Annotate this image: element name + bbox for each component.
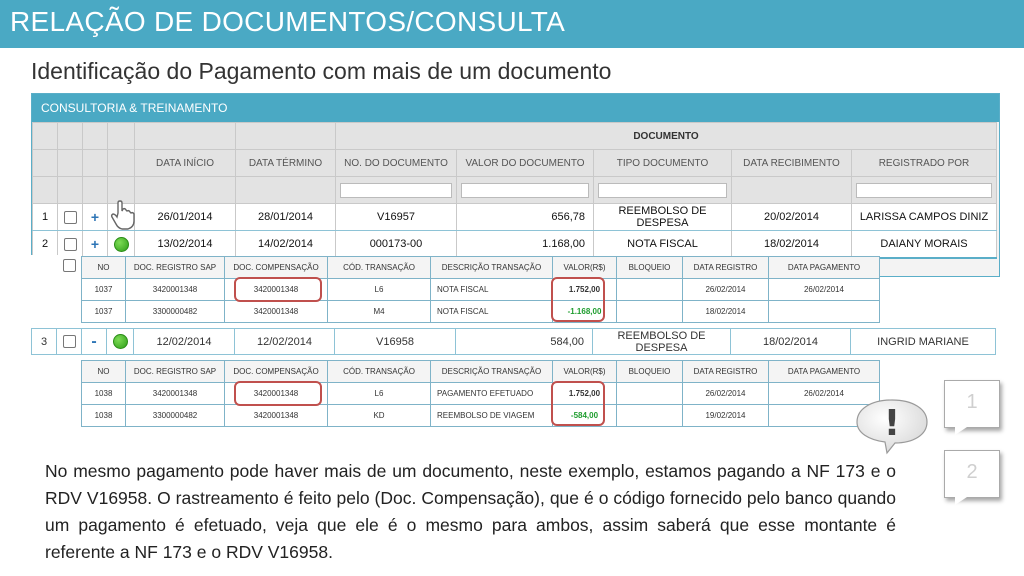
sub-col: DATA REGISTRO bbox=[683, 257, 769, 279]
alert-bubble-icon bbox=[855, 397, 929, 455]
cell: KD bbox=[328, 405, 431, 427]
sub-header-row bbox=[82, 257, 880, 279]
cell-valor: 1.752,00 bbox=[553, 279, 617, 301]
table-row[interactable] bbox=[32, 329, 996, 355]
note-number: 2 bbox=[966, 461, 978, 483]
table-row[interactable] bbox=[33, 231, 997, 259]
cell: NOTA FISCAL bbox=[431, 279, 553, 301]
cell: REEMBOLSO DE VIAGEM bbox=[431, 405, 553, 427]
sub-col: BLOQUEIO bbox=[617, 257, 683, 279]
cell-no-documento: V16958 bbox=[335, 329, 456, 355]
row-number: 3 bbox=[32, 329, 57, 355]
col-data-inicio[interactable]: DATA INÍCIO bbox=[135, 150, 236, 177]
table-row[interactable] bbox=[33, 204, 997, 231]
sub-col: NO bbox=[82, 361, 126, 383]
title-bar bbox=[0, 0, 1024, 48]
row-number: 1 bbox=[33, 204, 58, 231]
explanation-paragraph: No mesmo pagamento pode haver mais de um documento, neste exemplo, estamos pagando a NF 173 e o RDV V16958. O rastreamento é feito pelo (Doc. Compensação), que é o código fornecido pelo banco quando um pagamento é efetuado, veja que ele é o mesmo para ambos, assim saberá que esse montante é referente a NF 173 e o RDV V16958. bbox=[45, 461, 896, 562]
highlight-doc-compensacao bbox=[234, 277, 322, 302]
cell: 18/02/2014 bbox=[683, 301, 769, 323]
cell-no-documento: 000173-00 bbox=[336, 231, 457, 259]
panel-header bbox=[32, 94, 999, 122]
cell-data-inicio: 12/02/2014 bbox=[134, 329, 235, 355]
status-green-icon bbox=[114, 237, 129, 252]
sub-col: DOC. COMPENSAÇÃO bbox=[225, 361, 328, 383]
cell-valor: 584,00 bbox=[456, 329, 593, 355]
sub-col: NO bbox=[82, 257, 126, 279]
sub-col: DESCRIÇÃO TRANSAÇÃO bbox=[431, 361, 553, 383]
collapse-toggle[interactable]: - bbox=[91, 332, 97, 350]
note-tail bbox=[955, 427, 967, 435]
cell: 3420001348 bbox=[126, 383, 225, 405]
row-number: 2 bbox=[33, 231, 58, 259]
group-header-documento: DOCUMENTO bbox=[336, 123, 997, 150]
cell: 3300000482 bbox=[126, 405, 225, 427]
expand-toggle[interactable]: + bbox=[90, 209, 100, 225]
note-card-2[interactable] bbox=[944, 450, 1000, 498]
cell: 1038 bbox=[82, 405, 126, 427]
filter-no-documento[interactable] bbox=[340, 183, 453, 198]
panel-title: CONSULTORIA & TREINAMENTO bbox=[41, 101, 228, 115]
cell-data-termino: 14/02/2014 bbox=[236, 231, 336, 259]
cell-doc-compensacao: 3420001348 bbox=[225, 405, 328, 427]
sub-col: DOC. REGISTRO SAP bbox=[126, 257, 225, 279]
cell-doc-compensacao: 3420001348 bbox=[225, 383, 328, 405]
cell: 3420001348 bbox=[126, 279, 225, 301]
table-row[interactable] bbox=[82, 279, 880, 301]
filter-valor-documento[interactable] bbox=[461, 183, 589, 198]
cell: M4 bbox=[328, 301, 431, 323]
note-tail bbox=[955, 497, 967, 505]
sub-col: CÓD. TRANSAÇÃO bbox=[328, 361, 431, 383]
cell-tipo: NOTA FISCAL bbox=[594, 231, 732, 259]
row-checkbox[interactable] bbox=[64, 238, 77, 251]
cell-recebimento: 20/02/2014 bbox=[732, 204, 852, 231]
highlight-valor bbox=[551, 277, 605, 322]
col-valor-documento[interactable]: VALOR DO DOCUMENTO bbox=[457, 150, 594, 177]
payment-detail-table-2 bbox=[81, 360, 880, 427]
page-subtitle: Identificação do Pagamento com mais de um documento bbox=[31, 58, 612, 84]
expand-toggle[interactable]: + bbox=[90, 236, 100, 252]
cell-registrado: INGRID MARIANE bbox=[851, 329, 996, 355]
col-no-documento[interactable]: NO. DO DOCUMENTO bbox=[336, 150, 457, 177]
cell-registrado: DAIANY MORAIS bbox=[852, 231, 997, 259]
cell-tipo: REEMBOLSO DE DESPESA bbox=[593, 329, 731, 355]
cell-tipo: REEMBOLSO DE DESPESA bbox=[594, 204, 732, 231]
highlight-valor bbox=[551, 381, 605, 426]
cell-registrado: LARISSA CAMPOS DINIZ bbox=[852, 204, 997, 231]
table-row[interactable] bbox=[82, 405, 880, 427]
cell-doc-compensacao: 3420001348 bbox=[225, 301, 328, 323]
cell-valor: 656,78 bbox=[457, 204, 594, 231]
hand-cursor-icon bbox=[109, 199, 137, 231]
page-title: RELAÇÃO DE DOCUMENTOS/CONSULTA bbox=[10, 6, 566, 37]
documents-table-row-3 bbox=[31, 328, 996, 355]
sub-col: DATA PAGAMENTO bbox=[769, 257, 880, 279]
documents-panel bbox=[31, 93, 1000, 277]
cell: PAGAMENTO EFETUADO bbox=[431, 383, 553, 405]
sub-col: DESCRIÇÃO TRANSAÇÃO bbox=[431, 257, 553, 279]
highlight-doc-compensacao bbox=[234, 381, 322, 406]
cell-recebimento: 18/02/2014 bbox=[731, 329, 851, 355]
sub-col: DOC. COMPENSAÇÃO bbox=[225, 257, 328, 279]
cell: 1038 bbox=[82, 383, 126, 405]
cell-data-inicio: 26/01/2014 bbox=[135, 204, 236, 231]
filter-registrado-por[interactable] bbox=[856, 183, 991, 198]
filter-row bbox=[33, 177, 997, 204]
sub-col: VALOR(R$) bbox=[553, 257, 617, 279]
cell-no-documento: V16957 bbox=[336, 204, 457, 231]
status-green-icon bbox=[113, 334, 128, 349]
cell bbox=[617, 405, 683, 427]
cell bbox=[617, 383, 683, 405]
sub-header-row bbox=[82, 361, 880, 383]
sub-checkbox[interactable] bbox=[63, 259, 76, 272]
group-header-row bbox=[33, 123, 997, 150]
row-checkbox[interactable] bbox=[63, 335, 76, 348]
cell bbox=[617, 301, 683, 323]
sub-col: CÓD. TRANSAÇÃO bbox=[328, 257, 431, 279]
cell: 26/02/2014 bbox=[769, 279, 880, 301]
cell: 26/02/2014 bbox=[683, 279, 769, 301]
cell-valor: -1.168,00 bbox=[553, 301, 617, 323]
cell-data-termino: 12/02/2014 bbox=[235, 329, 335, 355]
sub-col: DATA REGISTRO bbox=[683, 361, 769, 383]
cell-data-termino: 28/01/2014 bbox=[236, 204, 336, 231]
cell-valor: -584,00 bbox=[553, 405, 617, 427]
cell: 26/02/2014 bbox=[683, 383, 769, 405]
cell: 3300000482 bbox=[126, 301, 225, 323]
col-registrado-por[interactable]: REGISTRADO POR bbox=[852, 150, 997, 177]
cell-valor: 1.168,00 bbox=[457, 231, 594, 259]
cell: 1037 bbox=[82, 301, 126, 323]
col-data-termino[interactable]: DATA TÉRMINO bbox=[236, 150, 336, 177]
note-card-1[interactable] bbox=[944, 380, 1000, 428]
cell-data-inicio: 13/02/2014 bbox=[135, 231, 236, 259]
table-row[interactable] bbox=[82, 383, 880, 405]
sub-col: VALOR(R$) bbox=[553, 361, 617, 383]
col-data-recebimento[interactable]: DATA RECIBIMENTO bbox=[732, 150, 852, 177]
column-header-row bbox=[33, 150, 997, 177]
alert-symbol: ! bbox=[883, 403, 901, 444]
table-row[interactable] bbox=[82, 301, 880, 323]
col-tipo-documento[interactable]: TIPO DOCUMENTO bbox=[594, 150, 732, 177]
cell-doc-compensacao: 3420001348 bbox=[225, 279, 328, 301]
documents-table bbox=[32, 122, 997, 259]
note-number: 1 bbox=[966, 391, 978, 413]
payment-detail-table-1 bbox=[81, 256, 880, 323]
cell: 1037 bbox=[82, 279, 126, 301]
cell: 26/02/2014 bbox=[769, 383, 880, 405]
cell-valor: 1.752,00 bbox=[553, 383, 617, 405]
filter-tipo-documento[interactable] bbox=[598, 183, 727, 198]
sub-col: DATA PAGAMENTO bbox=[769, 361, 880, 383]
cell: L6 bbox=[328, 383, 431, 405]
cell-recebimento: 18/02/2014 bbox=[732, 231, 852, 259]
sub-col: BLOQUEIO bbox=[617, 361, 683, 383]
cell bbox=[769, 301, 880, 323]
cell: L6 bbox=[328, 279, 431, 301]
sub-col: DOC. REGISTRO SAP bbox=[126, 361, 225, 383]
cell bbox=[617, 279, 683, 301]
row-checkbox[interactable] bbox=[64, 211, 77, 224]
cell: 19/02/2014 bbox=[683, 405, 769, 427]
cell: NOTA FISCAL bbox=[431, 301, 553, 323]
